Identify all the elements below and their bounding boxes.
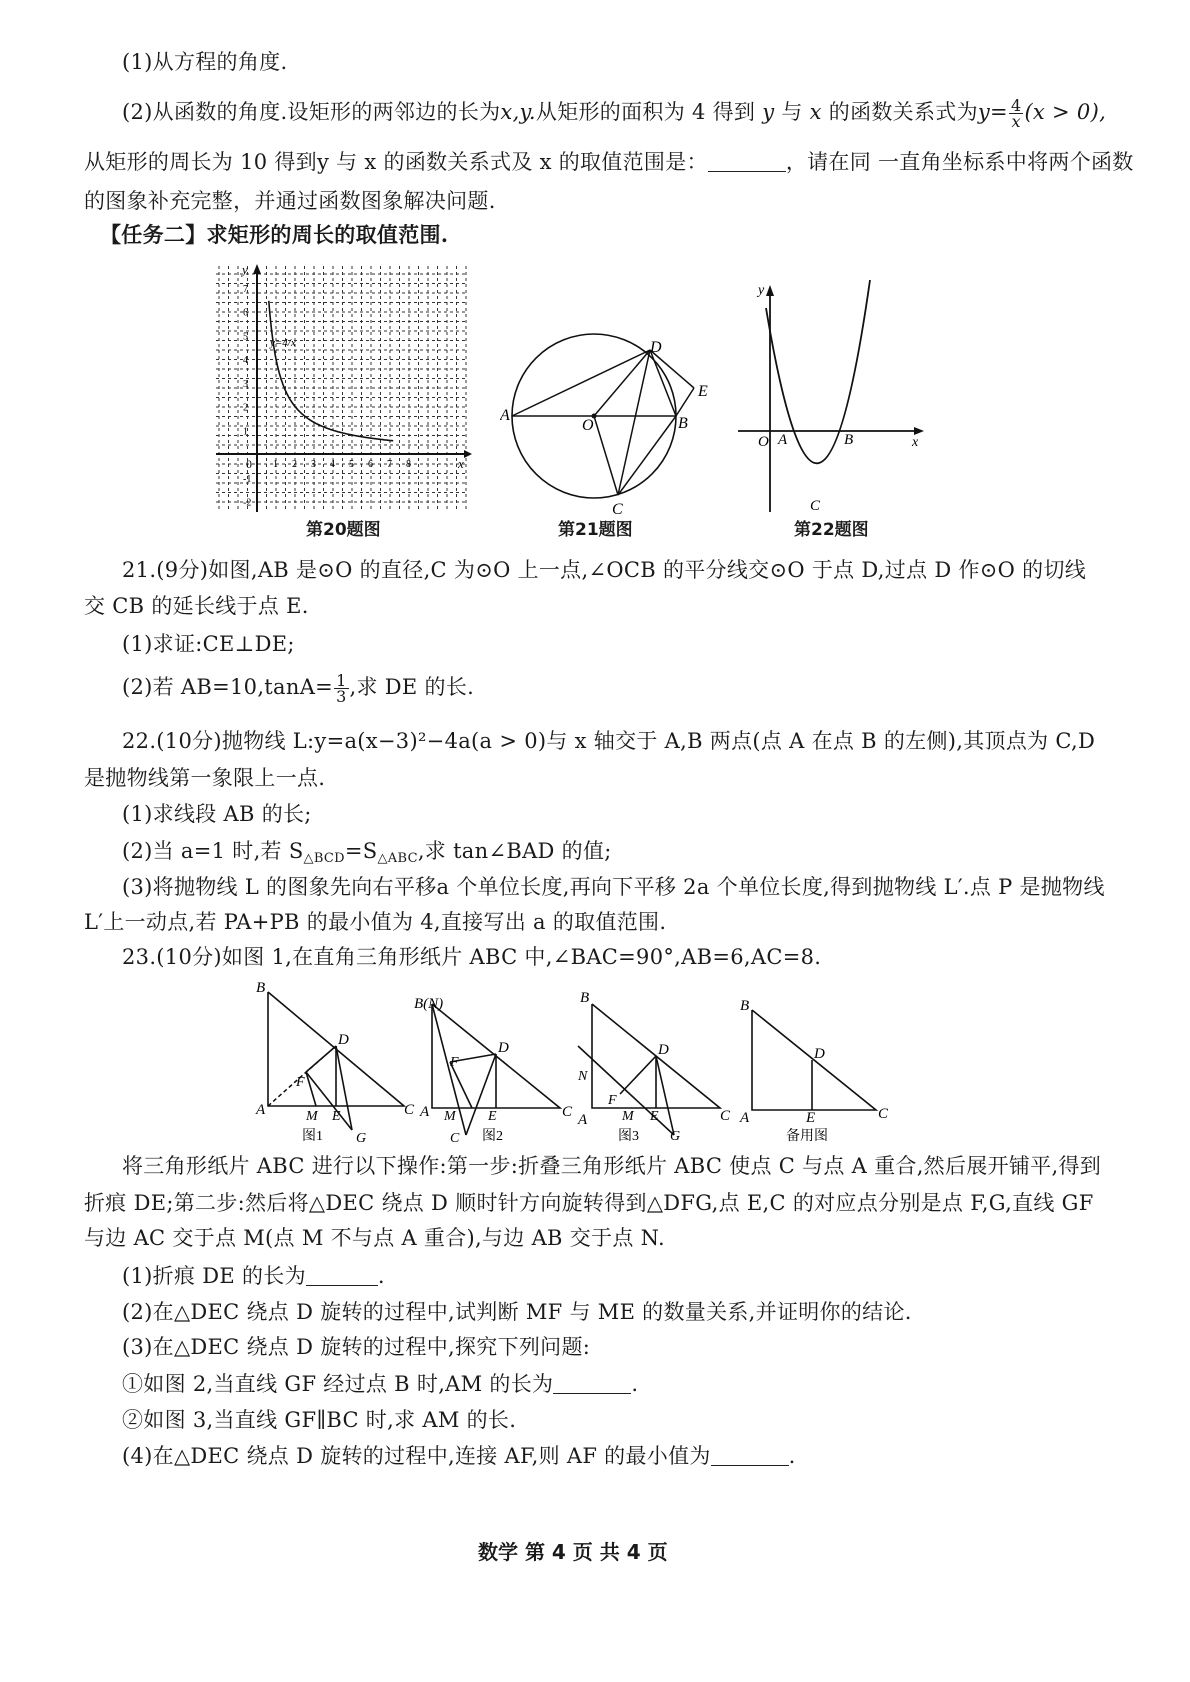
q22-p3-line2: L′上一动点,若 PA+PB 的最小值为 4,直接写出 a 的取值范围. (84, 910, 667, 934)
svg-text:F: F (450, 1055, 459, 1070)
fig20-x-tick: 1 (273, 459, 278, 470)
q23-p2: (2)在△DEC 绕点 D 旋转的过程中,试判断 MF 与 ME 的数量关系,并证明你的结论. (122, 1300, 912, 1324)
figure-23-2 (412, 990, 582, 1145)
q23-op-line3: 与边 AC 交于点 M(点 M 不与点 A 重合),与边 AB 交于点 N. (84, 1226, 665, 1250)
svg-text:A: A (256, 1102, 266, 1118)
fig23-3-caption: 图3 (618, 1129, 639, 1144)
svg-text:F: F (296, 1075, 305, 1090)
fig20-y-tick: -2 (243, 497, 252, 509)
answer-blank[interactable] (708, 171, 786, 172)
figure-22-parabola (738, 280, 930, 516)
fig20-curve-label: y=4/x (270, 337, 296, 349)
q21-line1: 21.(9分)如图,AB 是⊙O 的直径,C 为⊙O 上一点,∠OCB 的平分线交⊙O 于点 D,过点 D 作⊙O 的切线 (122, 558, 1087, 582)
svg-text:B(N): B(N) (414, 996, 444, 1012)
fig20-x-tick: 7 (387, 459, 392, 470)
svg-text:N: N (578, 1069, 588, 1084)
figure-23-1 (252, 980, 422, 1145)
q23-op-line1: 将三角形纸片 ABC 进行以下操作:第一步:折叠三角形纸片 ABC 使点 C 与点 A 重合,然后展开铺平,得到 (122, 1154, 1102, 1178)
answer-blank-am[interactable] (553, 1393, 631, 1394)
svg-text:C: C (404, 1102, 415, 1118)
svg-text:E: E (488, 1109, 497, 1124)
fig23-1-caption: 图1 (302, 1129, 323, 1144)
fraction-1-over-3: $\frac{1}{3}$ (336, 671, 347, 706)
svg-text:G: G (670, 1129, 681, 1144)
q21-p2: (2)若 AB=10,tanA= $\frac{1}{3}$ ,求 DE 的长. (122, 671, 475, 706)
svg-text:B: B (580, 990, 590, 1006)
point-D: D (650, 339, 662, 356)
svg-text:C: C (720, 1108, 731, 1124)
q23-op-line2: 折痕 DE;第二步:然后将△DEC 绕点 D 顺时针方向旋转得到△DFG,点 E,C 的对应点分别是点 F,G,直线 GF (84, 1191, 1094, 1215)
fig20-y-tick: 3 (243, 378, 248, 390)
point-A: A (500, 407, 510, 424)
fig22-y-label: y (758, 283, 765, 298)
fig22-point-C: C (810, 498, 821, 514)
svg-text:E: E (650, 1109, 659, 1124)
svg-text:D: D (498, 1040, 509, 1056)
figure-23-backup (736, 990, 896, 1145)
fig20-x-label: x (458, 456, 464, 471)
fig20-caption: 第20题图 (306, 520, 381, 540)
svg-text:B: B (256, 980, 266, 996)
fig20-y-tick: -1 (243, 473, 252, 485)
fig20-y-tick: 2 (243, 402, 248, 414)
figure-20-graph (212, 262, 478, 514)
svg-text:E: E (806, 1110, 816, 1126)
fig22-x-label: x (912, 435, 919, 450)
svg-text:D: D (814, 1046, 825, 1062)
task1-q2-line1: (2)从函数的角度.设矩形的两邻边的长为x,y.从矩形的面积为 4 得到 y 与 x 的函数关系式为y= $\frac{4}{x}$ (x > 0), (122, 96, 1107, 131)
svg-text:C: C (878, 1106, 889, 1122)
task1-q1: (1)从方程的角度. (122, 50, 288, 74)
q23-p3: (3)在△DEC 绕点 D 旋转的过程中,探究下列问题: (122, 1335, 591, 1359)
point-B: B (678, 415, 688, 432)
fig23-2-caption: 图2 (482, 1129, 503, 1144)
q21-line2: 交 CB 的延长线于点 E. (84, 594, 309, 618)
q22-line2: 是抛物线第一象限上一点. (84, 766, 326, 790)
point-C: C (612, 501, 623, 518)
svg-text:C: C (562, 1104, 573, 1120)
svg-text:E: E (332, 1109, 341, 1124)
fig22-point-B: B (844, 432, 854, 448)
q22-p1: (1)求线段 AB 的长; (122, 802, 312, 826)
fraction-4-over-x: $\frac{4}{x}$ (1010, 96, 1022, 131)
q22-p3-line1: (3)将抛物线 L 的图象先向右平移a 个单位长度,再向下平移 2a 个单位长度,得到抛物线 L′.点 P 是抛物线 (122, 875, 1105, 899)
svg-text:M: M (622, 1109, 634, 1124)
svg-text:A: A (420, 1104, 430, 1120)
fig20-x-tick: 6 (368, 459, 373, 470)
page-footer: 数学 第 4 页 共 4 页 (478, 1540, 668, 1564)
fig23-backup-caption: 备用图 (786, 1129, 828, 1144)
fig20-y-tick: 5 (243, 331, 248, 343)
fig20-x-tick: 3 (311, 459, 316, 470)
fig20-x-tick: 2 (292, 459, 297, 470)
fig20-x-tick: 8 (406, 459, 411, 470)
q23-p3-2: ②如图 3,当直线 GF∥BC 时,求 AM 的长. (122, 1408, 517, 1432)
task1-q2-line2: 从矩形的周长为 10 得到y 与 x 的函数关系式及 x 的取值范围是： ，请在同 一直角坐标系中将两个函数 (84, 150, 1134, 174)
svg-text:D: D (658, 1042, 669, 1058)
answer-blank-af[interactable] (711, 1465, 789, 1466)
fig20-y-tick: 4 (243, 355, 248, 366)
q23-line1: 23.(10分)如图 1,在直角三角形纸片 ABC 中,∠BAC=90°,AB=6,AC=8. (122, 945, 822, 969)
point-O: O (582, 417, 594, 434)
fig20-y-tick: 7 (243, 283, 248, 295)
q22-line1: 22.(10分)抛物线 L:y=a(x−3)²−4a(a > 0)与 x 轴交于 A,B 两点(点 A 在点 B 的左侧),其顶点为 C,D (122, 729, 1096, 753)
svg-text:D: D (338, 1032, 349, 1048)
q21-p1: (1)求证:CE⊥DE; (122, 632, 295, 656)
svg-text:A: A (740, 1110, 750, 1126)
fig20-y-tick: 6 (243, 307, 248, 319)
svg-text:F: F (608, 1093, 617, 1108)
fig20-x-tick: 5 (349, 459, 354, 470)
fig20-y-label: y (242, 262, 248, 277)
q22-p2: (2)当 a=1 时,若 $S_{\triangle BCD}=S_{\triangle ABC}$,求 tan∠BAD 的值; (122, 839, 612, 866)
q23-p1: (1)折痕 DE 的长为 . (122, 1264, 385, 1288)
figure-21-circle (500, 330, 722, 520)
fig21-caption: 第21题图 (558, 520, 633, 540)
point-E: E (698, 383, 708, 400)
fig22-point-A: A (778, 432, 788, 448)
svg-text:G: G (356, 1131, 367, 1145)
task2-heading: 【任务二】求矩形的周长的取值范围. (100, 222, 449, 247)
svg-text:B: B (740, 998, 750, 1014)
fig22-point-O: O (758, 434, 769, 450)
svg-text:M: M (306, 1109, 318, 1124)
fig22-caption: 第22题图 (794, 520, 869, 540)
svg-text:C: C (450, 1131, 460, 1145)
q23-p3-1: ①如图 2,当直线 GF 经过点 B 时,AM 的长为 . (122, 1372, 639, 1396)
fig20-y-tick: 1 (243, 426, 248, 438)
task1-q2-line3: 的图象补充完整，并通过函数图象解决问题. (84, 189, 496, 213)
fig20-origin: 0 (246, 457, 252, 471)
answer-blank-de[interactable] (306, 1285, 378, 1286)
fig20-x-tick: 4 (330, 459, 335, 470)
svg-text:A: A (578, 1112, 588, 1128)
q23-p4: (4)在△DEC 绕点 D 旋转的过程中,连接 AF,则 AF 的最小值为 . (122, 1444, 796, 1468)
svg-text:M: M (444, 1109, 456, 1124)
figure-23-3 (574, 990, 744, 1145)
